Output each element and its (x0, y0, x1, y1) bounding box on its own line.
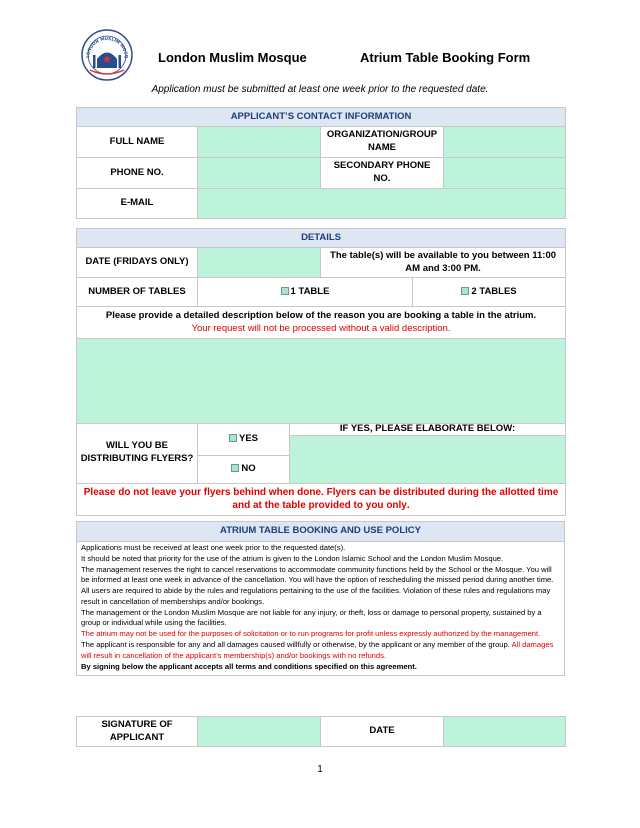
policy-section-title: ATRIUM TABLE BOOKING AND USE POLICY (77, 522, 565, 542)
number-of-tables-label: NUMBER OF TABLES (77, 278, 198, 307)
two-tables-checkbox[interactable] (461, 287, 469, 295)
no-label: NO (241, 462, 256, 474)
one-table-label: 1 TABLE (290, 285, 330, 297)
policy-paragraph-red: The atrium may not be used for the purposes of solicitation or to run programs for profit unless expressly authorized by the management. (81, 629, 541, 639)
page-number: 1 (317, 764, 323, 775)
secondary-phone-label: SECONDARY PHONE NO. (321, 158, 444, 189)
email-label: E-MAIL (77, 189, 198, 219)
details-section-title: DETAILS (77, 229, 566, 248)
organization-field[interactable] (444, 127, 566, 158)
description-warning: Your request will not be processed without a valid description. (191, 322, 451, 334)
two-tables-label: 2 TABLES (471, 285, 517, 297)
two-tables-option[interactable] (413, 278, 566, 307)
contact-section-title: APPLICANT’S CONTACT INFORMATION (77, 108, 566, 127)
email-field[interactable] (198, 189, 566, 219)
signature-table (76, 716, 566, 747)
policy-damage-text: The applicant is responsible for any and all damages caused willfully or otherwise, by the applicant or any member of the group. (81, 640, 512, 650)
mosque-logo (80, 28, 134, 82)
form-title: Atrium Table Booking Form (360, 50, 531, 65)
flyers-label: WILL YOU BE DISTRIBUTING FLYERS? (77, 424, 198, 484)
yes-option[interactable] (198, 424, 290, 456)
flyer-notice-end: . (406, 500, 410, 511)
no-checkbox[interactable] (231, 464, 239, 472)
policy-text (76, 541, 565, 676)
flyer-notice (77, 483, 566, 515)
organization-name: London Muslim Mosque (158, 50, 307, 65)
policy-paragraph: Applications must be received at least one week prior to the requested date(s). (81, 543, 346, 552)
signature-date-field[interactable] (444, 717, 566, 747)
elaborate-label: IF YES, PLEASE ELABORATE BELOW: (290, 424, 566, 436)
flyer-notice-text: Please do not leave your flyers behind when done. Flyers can be distributed during the allotted time and at the table provided to you (83, 486, 559, 511)
no-option[interactable] (198, 455, 290, 483)
flyers-elaborate-field[interactable] (290, 435, 566, 483)
full-name-field[interactable] (198, 127, 321, 158)
description-prompt: Please provide a detailed description below of the reason you are booking a table in the atrium. (105, 309, 537, 321)
details-table (76, 228, 566, 516)
one-table-checkbox[interactable] (281, 287, 289, 295)
signature-date-label: DATE (321, 717, 444, 747)
signature-field[interactable] (198, 717, 321, 747)
date-field[interactable] (198, 248, 321, 278)
secondary-phone-field[interactable] (444, 158, 566, 189)
availability-note: The table(s) will be available to you between 11:00 AM and 3:00 PM. (321, 248, 566, 278)
policy-paragraph: The management or the London Muslim Mosque are not liable for any injury, or theft, loss or damage to personal property, sustained by a group or individual while using the facilities. (81, 607, 542, 628)
contact-info-table (76, 107, 566, 219)
submission-note: Application must be submitted at least one week prior to the requested date. (151, 84, 489, 95)
phone-field[interactable] (198, 158, 321, 189)
policy-acceptance: By signing below the applicant accepts all terms and conditions specified on this agreement. (81, 661, 417, 671)
flyer-notice-emphasis: only (386, 500, 407, 511)
policy-paragraph: All users are required to abide by the rules and regulations pertaining to the use of the facilities. Violation of these rules and regulations may result in cancellation of memberships and/or bookings. (81, 586, 551, 606)
organization-label: ORGANIZATION/GROUP NAME (321, 127, 444, 158)
yes-label: YES (238, 432, 258, 444)
signature-label: SIGNATURE OF APPLICANT (77, 717, 198, 747)
description-field[interactable] (77, 339, 566, 424)
date-label: DATE (FRIDAYS ONLY) (77, 248, 198, 278)
full-name-label: FULL NAME (77, 127, 198, 158)
policy-paragraph: It should be noted that priority for the use of the atrium is given to the London Islamic School and the London Muslim Mosque. (81, 553, 504, 563)
policy-damage-warning: All damages will result in cancellation of the applicant’s membership(s) and/or bookings with no refunds. (81, 640, 554, 660)
policy-header-table (76, 521, 565, 542)
phone-label: PHONE NO. (77, 158, 198, 189)
policy-paragraph (81, 640, 560, 662)
one-table-option[interactable] (198, 278, 413, 307)
logo-arc-text: LONDON MUSLIM MOSQ (84, 35, 130, 59)
yes-checkbox[interactable] (229, 434, 237, 442)
description-instructions (77, 307, 566, 339)
policy-paragraph: The management reserves the right to cancel reservations to accommodate community functions held by the School or the Mosque. You will be informed at least one week in advance of the cancellation. You will have the option of rescheduling the missed period during another time. (81, 564, 554, 585)
